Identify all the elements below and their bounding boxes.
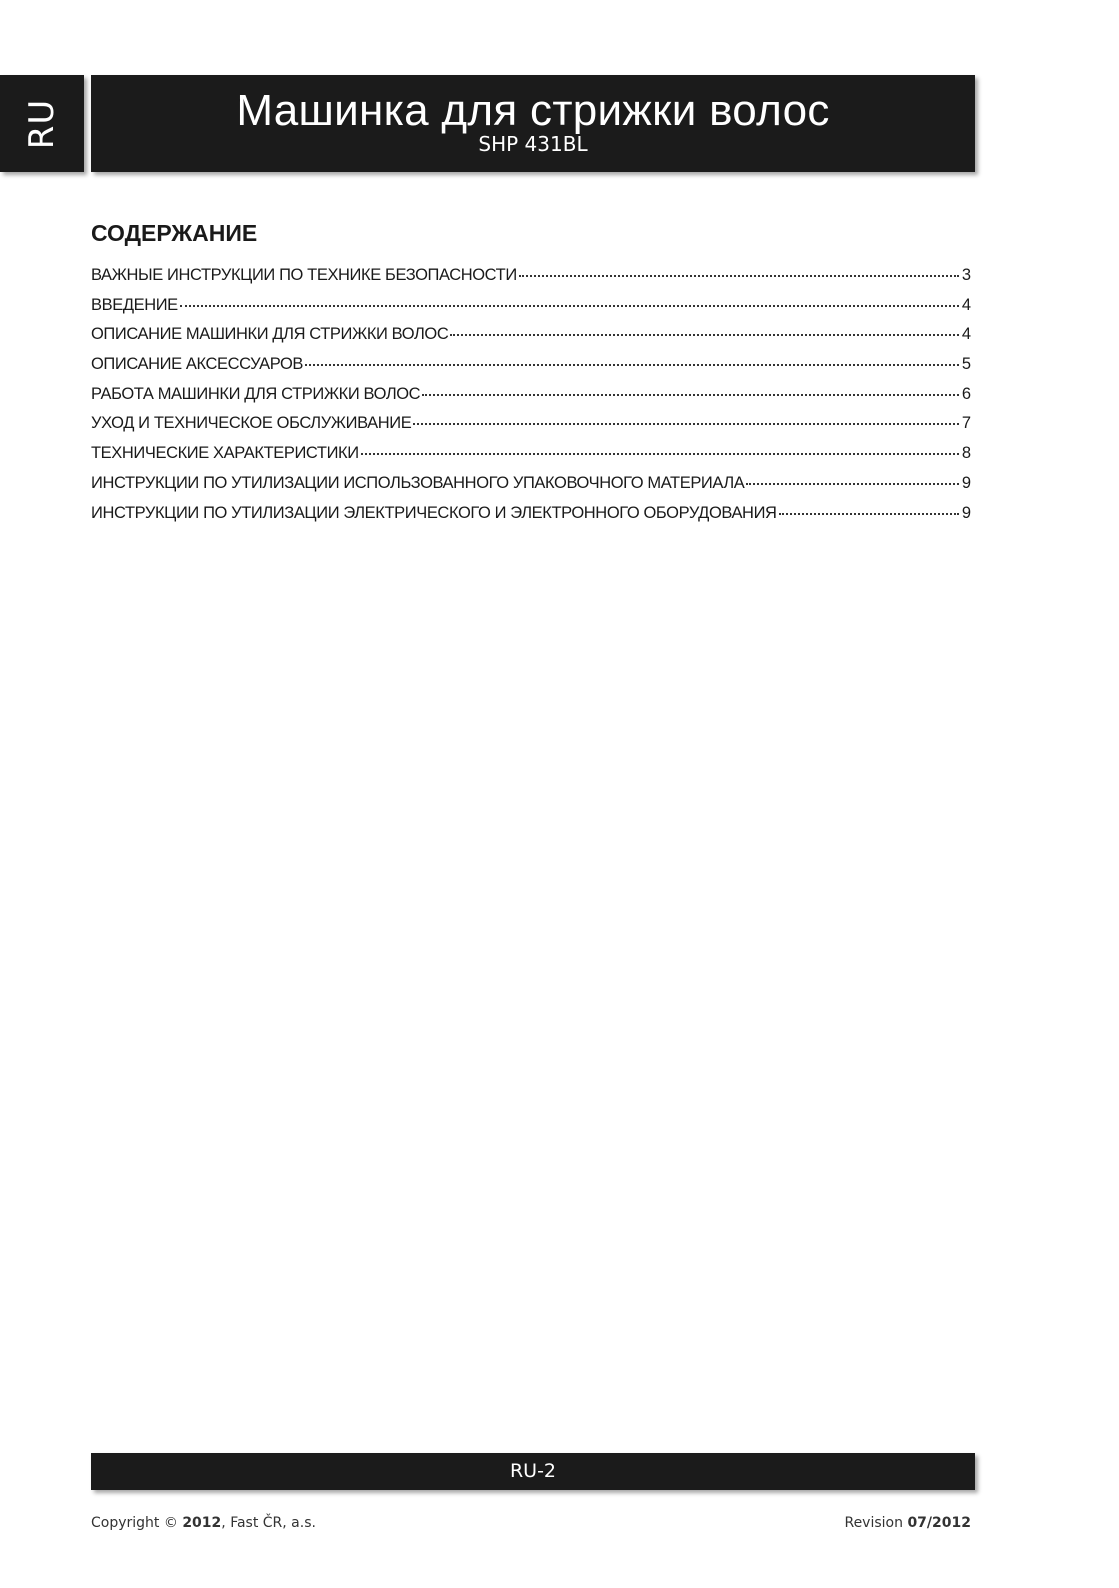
toc-entry-title: ИНСТРУКЦИИ ПО УТИЛИЗАЦИИ ИСПОЛЬЗОВАННОГО УПАКОВОЧНОГО МАТЕРИАЛА (91, 473, 745, 492)
toc-entry[interactable] (91, 325, 971, 355)
header-bar (91, 75, 975, 172)
toc-entry[interactable] (91, 266, 971, 296)
revision-date: 07/2012 (907, 1515, 971, 1531)
toc-dot-leader (519, 274, 959, 277)
document-title: Машинка для стрижки волос (236, 86, 830, 135)
toc-entry[interactable] (91, 385, 971, 415)
toc-entry-page: 5 (961, 355, 971, 374)
toc-entry-title: ВВЕДЕНИЕ (91, 295, 178, 314)
toc-entry-page: 4 (961, 295, 971, 314)
revision-prefix: Revision (844, 1515, 903, 1531)
toc-entry-page: 8 (961, 444, 971, 463)
toc-entry[interactable] (91, 444, 971, 474)
footer-bar (91, 1453, 975, 1490)
toc-dot-leader (413, 422, 958, 425)
toc-dot-leader (779, 512, 959, 515)
copyright-prefix: Copyright © (91, 1515, 178, 1531)
toc-entry-title: ОПИСАНИЕ МАШИНКИ ДЛЯ СТРИЖКИ ВОЛОС (91, 325, 449, 344)
copyright-separator: , (221, 1515, 231, 1531)
toc-heading: СОДЕРЖАНИЕ (91, 220, 258, 246)
copyright-year: 2012 (182, 1515, 222, 1531)
copyright-notice (91, 1513, 316, 1533)
toc-dot-leader (361, 452, 959, 455)
toc-entry-title: РАБОТА МАШИНКИ ДЛЯ СТРИЖКИ ВОЛОС (91, 384, 421, 403)
toc-entry-title: ОПИСАНИЕ АКСЕССУАРОВ (91, 355, 303, 374)
language-code: RU (22, 98, 62, 149)
toc-entry-title: ИНСТРУКЦИИ ПО УТИЛИЗАЦИИ ЭЛЕКТРИЧЕСКОГО И ЭЛЕКТРОННОГО ОБОРУДОВАНИЯ (91, 503, 777, 522)
toc-dot-leader (450, 333, 958, 336)
copyright-company: Fast ČR, a.s. (230, 1515, 316, 1531)
toc-dot-leader (305, 363, 959, 366)
toc-entry-page: 4 (961, 325, 971, 344)
toc-dot-leader (180, 304, 959, 307)
toc-entry[interactable] (91, 414, 971, 444)
language-tab (0, 75, 84, 172)
model-number: SHP 431BL (478, 132, 588, 156)
toc-entry-page: 3 (961, 266, 971, 284)
toc-dot-leader (422, 393, 959, 396)
toc-entry-page: 9 (961, 473, 971, 492)
table-of-contents (91, 266, 971, 533)
toc-entry-title: ВАЖНЫЕ ИНСТРУКЦИИ ПО ТЕХНИКЕ БЕЗОПАСНОСТИ (91, 266, 517, 284)
toc-entry-page: 7 (961, 414, 971, 433)
toc-entry[interactable] (91, 355, 971, 385)
revision-notice (844, 1513, 971, 1533)
toc-entry-page: 6 (961, 384, 971, 403)
toc-entry-title: ТЕХНИЧЕСКИЕ ХАРАКТЕРИСТИКИ (91, 444, 359, 463)
toc-entry[interactable] (91, 504, 971, 534)
toc-entry[interactable] (91, 474, 971, 504)
page-number: RU-2 (509, 1460, 557, 1482)
toc-entry-title: УХОД И ТЕХНИЧЕСКОЕ ОБСЛУЖИВАНИЕ (91, 414, 412, 433)
toc-dot-leader (746, 482, 958, 485)
toc-entry[interactable] (91, 296, 971, 326)
toc-entry-page: 9 (961, 503, 971, 522)
